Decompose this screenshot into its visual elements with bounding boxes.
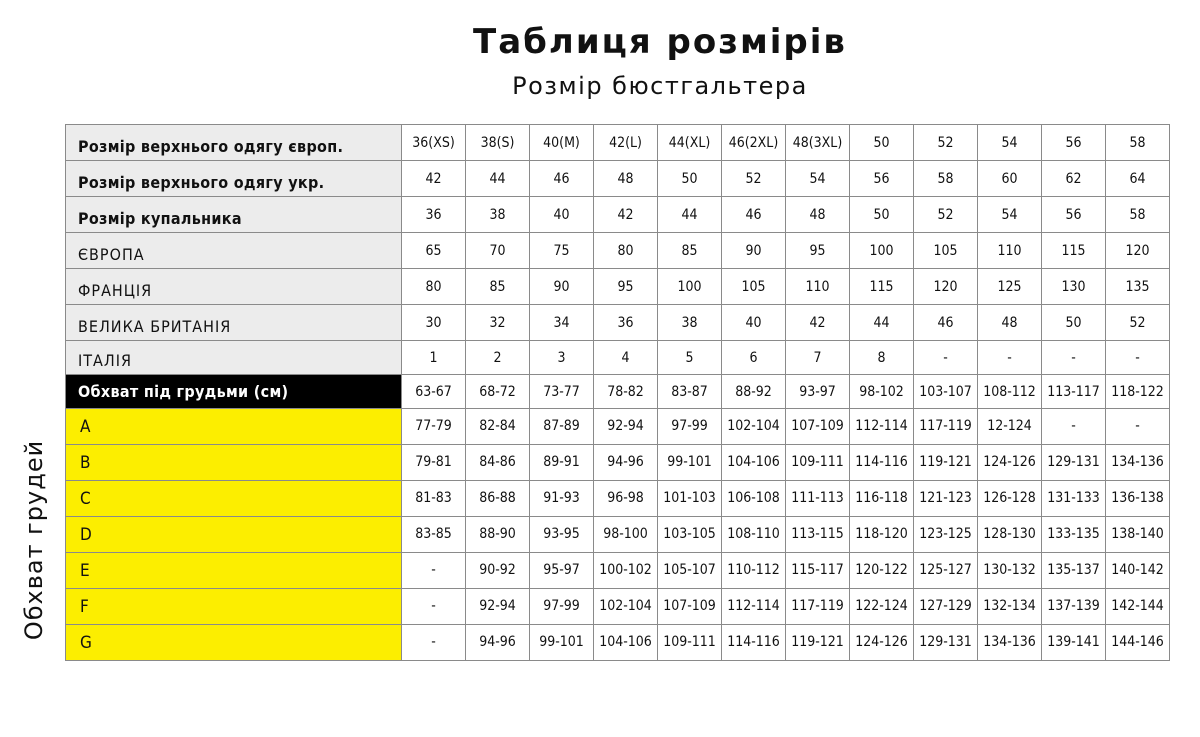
size-cell: 44 bbox=[658, 197, 722, 233]
cup-row bbox=[66, 517, 1170, 553]
size-cell: 38(S) bbox=[466, 125, 530, 161]
cup-cell: 111-113 bbox=[786, 481, 850, 517]
cup-cell: - bbox=[402, 625, 466, 661]
underbust-row bbox=[66, 375, 1170, 409]
cup-row bbox=[66, 481, 1170, 517]
cup-cell: 107-109 bbox=[658, 589, 722, 625]
underbust-cell: 98-102 bbox=[850, 375, 914, 409]
cup-row bbox=[66, 625, 1170, 661]
size-cell: 38 bbox=[466, 197, 530, 233]
size-cell: 44(XL) bbox=[658, 125, 722, 161]
cup-cell: 124-126 bbox=[978, 445, 1042, 481]
underbust-cell: 83-87 bbox=[658, 375, 722, 409]
size-cell: 120 bbox=[1106, 233, 1170, 269]
cup-row-label: C bbox=[66, 481, 402, 517]
size-row-label: ФРАНЦІЯ bbox=[66, 269, 402, 305]
size-cell: 60 bbox=[978, 161, 1042, 197]
size-cell: 32 bbox=[466, 305, 530, 341]
cup-row-label: D bbox=[66, 517, 402, 553]
size-cell: 40 bbox=[722, 305, 786, 341]
cup-cell: 134-136 bbox=[978, 625, 1042, 661]
cup-cell: - bbox=[402, 589, 466, 625]
cup-cell: 134-136 bbox=[1106, 445, 1170, 481]
cup-cell: 93-95 bbox=[530, 517, 594, 553]
cup-cell: 109-111 bbox=[658, 625, 722, 661]
cup-cell: 83-85 bbox=[402, 517, 466, 553]
size-cell: 52 bbox=[914, 197, 978, 233]
size-cell: 2 bbox=[466, 341, 530, 375]
size-cell: 30 bbox=[402, 305, 466, 341]
size-cell: 8 bbox=[850, 341, 914, 375]
underbust-cell: 118-122 bbox=[1106, 375, 1170, 409]
size-cell: 36(XS) bbox=[402, 125, 466, 161]
size-cell: 1 bbox=[402, 341, 466, 375]
cup-cell: 135-137 bbox=[1042, 553, 1106, 589]
cup-cell: 104-106 bbox=[722, 445, 786, 481]
cup-cell: 94-96 bbox=[594, 445, 658, 481]
cup-cell: 126-128 bbox=[978, 481, 1042, 517]
size-cell: 64 bbox=[1106, 161, 1170, 197]
size-cell: 50 bbox=[1042, 305, 1106, 341]
cup-cell: 142-144 bbox=[1106, 589, 1170, 625]
cup-cell: 128-130 bbox=[978, 517, 1042, 553]
size-cell: 85 bbox=[466, 269, 530, 305]
size-cell: 95 bbox=[786, 233, 850, 269]
cup-cell: 92-94 bbox=[466, 589, 530, 625]
cup-cell: 102-104 bbox=[722, 409, 786, 445]
cup-row-label: E bbox=[66, 553, 402, 589]
size-cell: 56 bbox=[850, 161, 914, 197]
size-cell: 42 bbox=[402, 161, 466, 197]
size-cell: 5 bbox=[658, 341, 722, 375]
size-cell: 50 bbox=[658, 161, 722, 197]
size-cell: 46 bbox=[722, 197, 786, 233]
size-cell: 50 bbox=[850, 125, 914, 161]
cup-cell: 132-134 bbox=[978, 589, 1042, 625]
cup-cell: - bbox=[1042, 409, 1106, 445]
cup-cell: 139-141 bbox=[1042, 625, 1106, 661]
size-cell: - bbox=[914, 341, 978, 375]
size-cell: 7 bbox=[786, 341, 850, 375]
cup-cell: 124-126 bbox=[850, 625, 914, 661]
cup-cell: 95-97 bbox=[530, 553, 594, 589]
underbust-cell: 93-97 bbox=[786, 375, 850, 409]
cup-cell: 88-90 bbox=[466, 517, 530, 553]
size-cell: 46 bbox=[530, 161, 594, 197]
cup-cell: 99-101 bbox=[658, 445, 722, 481]
cup-cell: 137-139 bbox=[1042, 589, 1106, 625]
cup-cell: 113-115 bbox=[786, 517, 850, 553]
cup-cell: 81-83 bbox=[402, 481, 466, 517]
cup-cell: 105-107 bbox=[658, 553, 722, 589]
cup-cell: - bbox=[1106, 409, 1170, 445]
size-cell: 130 bbox=[1042, 269, 1106, 305]
size-row bbox=[66, 233, 1170, 269]
cup-cell: 112-114 bbox=[850, 409, 914, 445]
size-chart-table bbox=[65, 124, 1170, 661]
cup-cell: 112-114 bbox=[722, 589, 786, 625]
size-cell: - bbox=[1106, 341, 1170, 375]
size-cell: 54 bbox=[978, 197, 1042, 233]
underbust-cell: 73-77 bbox=[530, 375, 594, 409]
underbust-cell: 108-112 bbox=[978, 375, 1042, 409]
size-row bbox=[66, 269, 1170, 305]
size-cell: - bbox=[978, 341, 1042, 375]
cup-cell: 136-138 bbox=[1106, 481, 1170, 517]
size-row-label: ВЕЛИКА БРИТАНІЯ bbox=[66, 305, 402, 341]
size-cell: 42 bbox=[594, 197, 658, 233]
size-row-label: ІТАЛІЯ bbox=[66, 341, 402, 375]
size-cell: 56 bbox=[1042, 197, 1106, 233]
size-cell: 34 bbox=[530, 305, 594, 341]
size-cell: 100 bbox=[658, 269, 722, 305]
cup-cell: 82-84 bbox=[466, 409, 530, 445]
size-cell: 62 bbox=[1042, 161, 1106, 197]
cup-cell: 144-146 bbox=[1106, 625, 1170, 661]
size-cell: 36 bbox=[594, 305, 658, 341]
cup-cell: 86-88 bbox=[466, 481, 530, 517]
cup-cell: 77-79 bbox=[402, 409, 466, 445]
cup-cell: 98-100 bbox=[594, 517, 658, 553]
size-cell: 110 bbox=[786, 269, 850, 305]
cup-row bbox=[66, 589, 1170, 625]
cup-cell: 90-92 bbox=[466, 553, 530, 589]
size-cell: 48 bbox=[786, 197, 850, 233]
cup-cell: 138-140 bbox=[1106, 517, 1170, 553]
size-cell: 48 bbox=[594, 161, 658, 197]
cup-cell: 108-110 bbox=[722, 517, 786, 553]
size-row bbox=[66, 125, 1170, 161]
cup-cell: 140-142 bbox=[1106, 553, 1170, 589]
underbust-cell: 88-92 bbox=[722, 375, 786, 409]
size-row-label: Розмір верхнього одягу європ. bbox=[66, 125, 402, 161]
cup-cell: 79-81 bbox=[402, 445, 466, 481]
cup-cell: 119-121 bbox=[914, 445, 978, 481]
size-cell: 38 bbox=[658, 305, 722, 341]
cup-cell: 106-108 bbox=[722, 481, 786, 517]
size-cell: 54 bbox=[786, 161, 850, 197]
underbust-row-label: Обхват під грудьми (см) bbox=[66, 375, 402, 409]
size-cell: 44 bbox=[850, 305, 914, 341]
cup-cell: 91-93 bbox=[530, 481, 594, 517]
size-cell: 40(M) bbox=[530, 125, 594, 161]
cup-cell: 118-120 bbox=[850, 517, 914, 553]
size-cell: 42(L) bbox=[594, 125, 658, 161]
cup-row bbox=[66, 445, 1170, 481]
cup-cell: 101-103 bbox=[658, 481, 722, 517]
cup-cell: 116-118 bbox=[850, 481, 914, 517]
size-cell: 115 bbox=[850, 269, 914, 305]
underbust-cell: 103-107 bbox=[914, 375, 978, 409]
page-title: Таблиця розмірів bbox=[473, 22, 847, 62]
size-cell: 75 bbox=[530, 233, 594, 269]
cup-cell: 129-131 bbox=[914, 625, 978, 661]
underbust-cell: 113-117 bbox=[1042, 375, 1106, 409]
cup-cell: 117-119 bbox=[914, 409, 978, 445]
cup-row-label: A bbox=[66, 409, 402, 445]
cup-cell: 84-86 bbox=[466, 445, 530, 481]
cup-row-label: F bbox=[66, 589, 402, 625]
underbust-cell: 78-82 bbox=[594, 375, 658, 409]
size-cell: 56 bbox=[1042, 125, 1106, 161]
size-cell: 42 bbox=[786, 305, 850, 341]
underbust-cell: 68-72 bbox=[466, 375, 530, 409]
size-cell: 52 bbox=[914, 125, 978, 161]
size-cell: 48 bbox=[978, 305, 1042, 341]
size-cell: 90 bbox=[530, 269, 594, 305]
cup-cell: 96-98 bbox=[594, 481, 658, 517]
size-row bbox=[66, 341, 1170, 375]
cup-cell: 12-124 bbox=[978, 409, 1042, 445]
size-cell: 48(3XL) bbox=[786, 125, 850, 161]
size-cell: 54 bbox=[978, 125, 1042, 161]
cup-row bbox=[66, 409, 1170, 445]
cup-cell: 99-101 bbox=[530, 625, 594, 661]
size-cell: 115 bbox=[1042, 233, 1106, 269]
cup-cell: 130-132 bbox=[978, 553, 1042, 589]
cup-cell: 121-123 bbox=[914, 481, 978, 517]
size-cell: 52 bbox=[1106, 305, 1170, 341]
size-cell: 105 bbox=[914, 233, 978, 269]
cup-cell: 114-116 bbox=[722, 625, 786, 661]
cup-cell: 103-105 bbox=[658, 517, 722, 553]
size-cell: 80 bbox=[402, 269, 466, 305]
size-row bbox=[66, 197, 1170, 233]
size-cell: 36 bbox=[402, 197, 466, 233]
cup-cell: 133-135 bbox=[1042, 517, 1106, 553]
size-cell: 52 bbox=[722, 161, 786, 197]
size-row-label: Розмір купальника bbox=[66, 197, 402, 233]
size-cell: 120 bbox=[914, 269, 978, 305]
size-cell: 44 bbox=[466, 161, 530, 197]
cup-cell: - bbox=[402, 553, 466, 589]
size-row bbox=[66, 161, 1170, 197]
size-cell: 3 bbox=[530, 341, 594, 375]
size-cell: 50 bbox=[850, 197, 914, 233]
size-cell: 90 bbox=[722, 233, 786, 269]
cup-cell: 100-102 bbox=[594, 553, 658, 589]
cup-cell: 119-121 bbox=[786, 625, 850, 661]
size-cell: 100 bbox=[850, 233, 914, 269]
size-cell: 80 bbox=[594, 233, 658, 269]
cup-cell: 92-94 bbox=[594, 409, 658, 445]
size-cell: 70 bbox=[466, 233, 530, 269]
cup-cell: 107-109 bbox=[786, 409, 850, 445]
cup-cell: 114-116 bbox=[850, 445, 914, 481]
cup-cell: 123-125 bbox=[914, 517, 978, 553]
size-cell: - bbox=[1042, 341, 1106, 375]
size-cell: 110 bbox=[978, 233, 1042, 269]
size-row-label: Розмір верхнього одягу укр. bbox=[66, 161, 402, 197]
cup-cell: 87-89 bbox=[530, 409, 594, 445]
cup-row-label: G bbox=[66, 625, 402, 661]
cup-cell: 94-96 bbox=[466, 625, 530, 661]
cup-cell: 97-99 bbox=[530, 589, 594, 625]
cup-cell: 109-111 bbox=[786, 445, 850, 481]
size-cell: 135 bbox=[1106, 269, 1170, 305]
size-cell: 6 bbox=[722, 341, 786, 375]
cup-cell: 122-124 bbox=[850, 589, 914, 625]
cup-cell: 104-106 bbox=[594, 625, 658, 661]
size-cell: 58 bbox=[1106, 197, 1170, 233]
size-cell: 46(2XL) bbox=[722, 125, 786, 161]
cup-cell: 120-122 bbox=[850, 553, 914, 589]
size-cell: 125 bbox=[978, 269, 1042, 305]
cup-row-label: B bbox=[66, 445, 402, 481]
size-cell: 58 bbox=[1106, 125, 1170, 161]
cup-cell: 117-119 bbox=[786, 589, 850, 625]
cup-row bbox=[66, 553, 1170, 589]
size-row bbox=[66, 305, 1170, 341]
cup-cell: 102-104 bbox=[594, 589, 658, 625]
size-cell: 65 bbox=[402, 233, 466, 269]
cup-cell: 110-112 bbox=[722, 553, 786, 589]
size-cell: 46 bbox=[914, 305, 978, 341]
size-cell: 85 bbox=[658, 233, 722, 269]
page-subtitle: Розмір бюстгальтера bbox=[512, 72, 808, 100]
cup-cell: 131-133 bbox=[1042, 481, 1106, 517]
cup-cell: 115-117 bbox=[786, 553, 850, 589]
cup-cell: 89-91 bbox=[530, 445, 594, 481]
underbust-cell: 63-67 bbox=[402, 375, 466, 409]
cup-cell: 125-127 bbox=[914, 553, 978, 589]
size-cell: 40 bbox=[530, 197, 594, 233]
size-cell: 58 bbox=[914, 161, 978, 197]
size-row-label: ЄВРОПА bbox=[66, 233, 402, 269]
size-cell: 4 bbox=[594, 341, 658, 375]
cup-cell: 97-99 bbox=[658, 409, 722, 445]
cup-cell: 129-131 bbox=[1042, 445, 1106, 481]
cup-cell: 127-129 bbox=[914, 589, 978, 625]
bust-axis-label: Обхват грудей bbox=[20, 439, 48, 641]
size-cell: 105 bbox=[722, 269, 786, 305]
size-cell: 95 bbox=[594, 269, 658, 305]
